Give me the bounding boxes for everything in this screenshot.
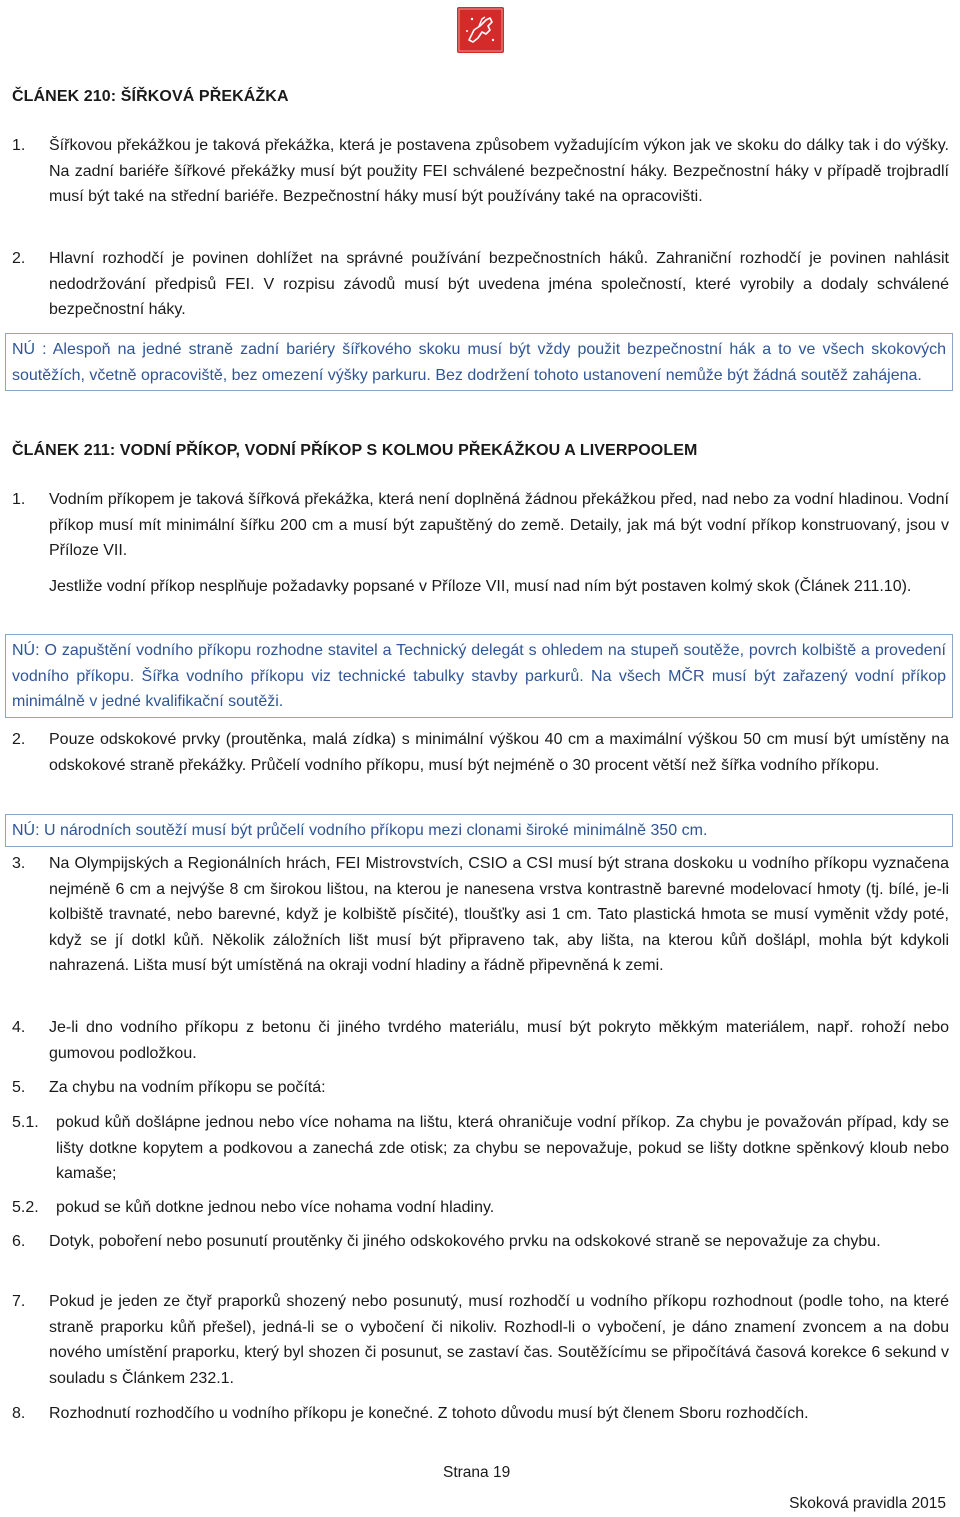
article-210-title: ČLÁNEK 210: ŠÍŘKOVÁ PŘEKÁŽKA [12, 88, 289, 105]
article-211-paragraph-1: Vodním příkopem je taková šířková překážka, která není doplněná žádnou překážkou před, nad nebo za vodní hladinou. Vodní příkop musí mít minimální šířku 200 cm a musí být zapuštěný do země. Detaily, jak má být vodní příkop konstruovaný, jsou v Příloze VII. [49, 491, 949, 559]
list-number: 2. [12, 731, 26, 748]
list-number: 7. [12, 1293, 26, 1310]
article-211-paragraph-6: Dotyk, poboření nebo posunutí proutěnky či jiného odskokového prvku na odskokové straně se nepovažuje za chybu. [49, 1233, 881, 1250]
list-number: 8. [12, 1405, 26, 1422]
article-211-paragraph-1b: Jestliže vodní příkop nesplňuje požadavky popsané v Příloze VII, musí nad ním být postaven kolmý skok (Článek 211.10). [49, 578, 912, 595]
list-number: 1. [12, 137, 26, 154]
list-number: 6. [12, 1233, 26, 1250]
list-number: 5.1. [12, 1114, 39, 1131]
article-211-paragraph-5: Za chybu na vodním příkopu se počítá: [49, 1079, 326, 1096]
article-210-paragraph-2: Hlavní rozhodčí je povinen dohlížet na správné používání bezpečnostních háků. Zahraniční rozhodčí je povinen nahlásit nedodržování předpisů FEI. V rozpisu závodů musí být uvedena jména společností, které vyrobily a dodaly schválené bezpečnostní háky. [49, 250, 949, 318]
list-number: 1. [12, 491, 26, 508]
list-number: 5. [12, 1079, 26, 1096]
article-211-paragraph-5-2: pokud se kůň dotkne jednou nebo více nohama vodní hladiny. [56, 1199, 495, 1216]
article-211-paragraph-8: Rozhodnutí rozhodčího u vodního příkopu je konečné. Z tohoto důvodu musí být členem Sboru rozhodčích. [49, 1405, 809, 1422]
national-note-box: NÚ: U národních soutěží musí být průčelí vodního příkopu mezi clonami široké minimálně 350 cm. [5, 814, 953, 847]
article-211-title: ČLÁNEK 211: VODNÍ PŘÍKOP, VODNÍ PŘÍKOP S KOLMOU PŘEKÁŽKOU A LIVERPOOLEM [12, 442, 698, 459]
national-note-box: NÚ: O zapuštění vodního příkopu rozhodne stavitel a Technický delegát s ohledem na stupeň soutěže, povrch kolbiště a provedení vodního příkopu. Šířka vodního příkopu viz technické tabulky stavby parkurů. Na všech MČR musí být zařazený vodní příkop minimálně v jedné kvalifikační soutěži. [5, 634, 953, 718]
article-210-paragraph-1: Šířkovou překážkou je taková překážka, která je postavena způsobem vyžadujícím výkon jak ve skoku do dálky tak i do výšky. Na zadní bariéře šířkové překážky musí být použity FEI schválené bezpečnostní háky. Bezpečnostní háky v případě trojbradlí musí být také na střední bariéře. Bezpečnostní háky musí být používány také na opracovišti. [49, 137, 949, 205]
article-211-paragraph-5-1: pokud kůň došlápne jednou nebo více nohama na lištu, která ohraničuje vodní příkop. Za chybu je považován případ, kdy se lišty dotkne kopytem a podkovou a zanechá zde otisk; za chybu se nepovažuje, pokud se lišty dotkne spěnkový kloub nebo kamaše; [56, 1114, 949, 1182]
article-211-paragraph-7: Pokud je jeden ze čtyř praporků shozený nebo posunutý, musí rozhodčí u vodního příkopu rozhodnout (podle toho, na které straně praporku kůň přešel), jedná-li se o vybočení či nikoliv. Rozhodl-li o vybočení, je dáno znamení zvoncem a na dobu nového umístění praporku, který byl shozen či posunut, se zastaví čas. Soutěžícímu se připočítává časová korekce 6 sekund v souladu s Článkem 232.1. [49, 1293, 949, 1387]
article-211-paragraph-4: Je-li dno vodního příkopu z betonu či jiného tvrdého materiálu, musí být pokryto měkkým materiálem, např. rohoží nebo gumovou podložkou. [49, 1019, 949, 1062]
page-number: Strana 19 [443, 1464, 511, 1481]
national-note-box: NÚ : Alespoň na jedné straně zadní bariéry šířkového skoku musí být vždy použit bezpečnostní hák a to ve všech skokových soutěžích, včetně opracoviště, bez omezení výšky parkuru. Bez dodržení tohoto ustanovení nemůže být žádná soutěž zahájena. [5, 333, 953, 391]
article-211-paragraph-2: Pouze odskokové prvky (proutěnka, malá zídka) s minimální výškou 40 cm a maximální výškou 50 cm musí být umístěny na odskokové straně překážky. Průčelí vodního příkopu, musí být nejméně o 30 procent větší než šířka vodního příkopu. [49, 731, 949, 774]
list-number: 2. [12, 250, 26, 267]
article-211-paragraph-3: Na Olympijských a Regionálních hrách, FEI Mistrovstvích, CSIO a CSI musí být strana doskoku u vodního příkopu vyznačena nejméně 6 cm a nejvýše 8 cm širokou lištou, na kterou je nanesena vrstva kontrastně barevné modelovací hmoty (tj. bílé, je-li kolbiště travnaté, nebo barevné, když je kolbiště písčité), tloušťky asi 1 cm. Tato plastická hmota se musí vyměnit vždy poté, když se jí dotkl kůň. Několik záložních lišt musí být připraveno tak, aby lišta, na kterou kůň došlápl, mohla být kdykoli nahrazená. Lišta musí být umístěná na okraji vodní hladiny a řádně připevněná k zemi. [49, 855, 949, 974]
document-title-footer: Skoková pravidla 2015 [789, 1495, 946, 1512]
list-number: 4. [12, 1019, 26, 1036]
equestrian-federation-logo-icon [457, 7, 504, 53]
list-number: 3. [12, 855, 26, 872]
list-number: 5.2. [12, 1199, 39, 1216]
